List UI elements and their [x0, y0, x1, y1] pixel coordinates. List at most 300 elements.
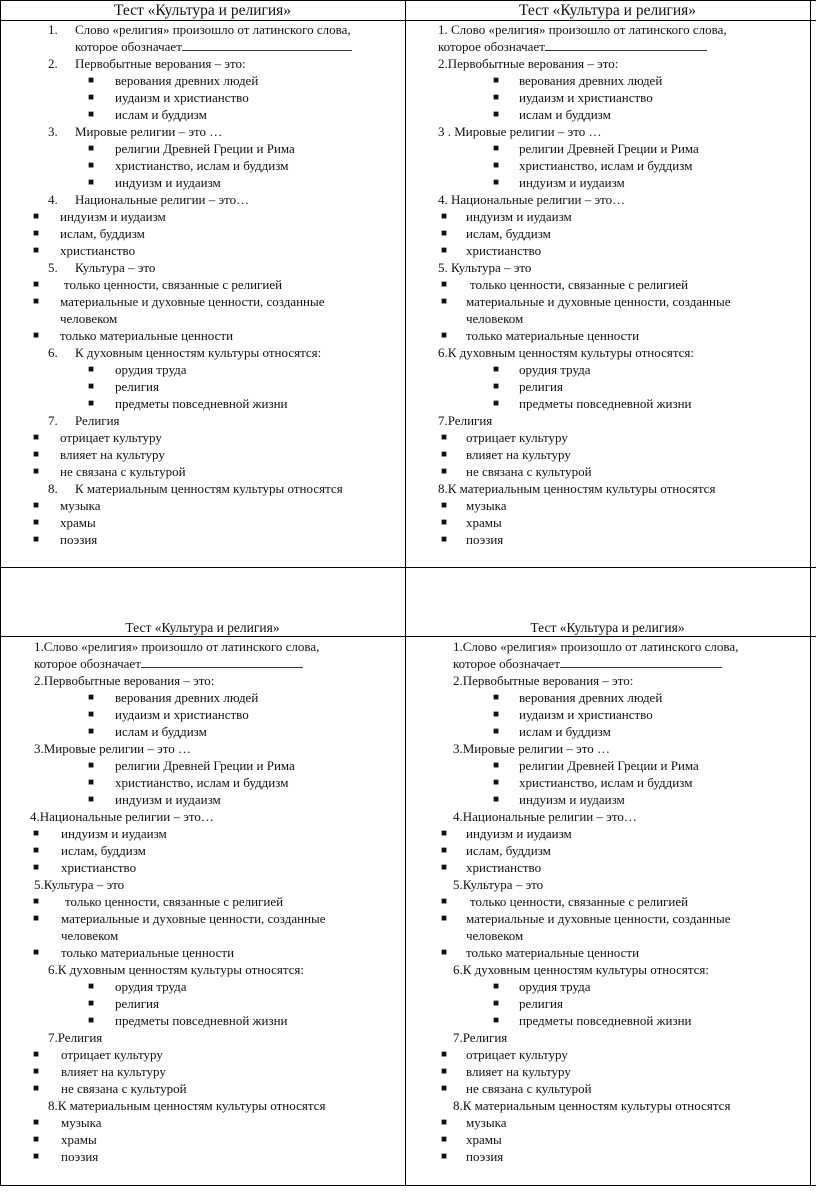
- question-line: [438, 191, 810, 208]
- bullet-icon: ■: [88, 726, 95, 737]
- question-number: 2.: [34, 673, 44, 688]
- bullet-icon: ■: [493, 998, 500, 1009]
- bullet-icon: ■: [441, 432, 448, 443]
- option-text: материальные и духовные ценности, созданные: [466, 294, 731, 309]
- option-text: человеком: [466, 928, 524, 943]
- option-text: ислам, буддизм: [60, 226, 145, 241]
- question-text: [75, 38, 352, 55]
- option-text: христианство: [466, 860, 542, 875]
- option-text: не связана с культурой: [466, 1081, 592, 1096]
- option-text: ислам и буддизм: [519, 107, 611, 122]
- quiz-block-top-right: [438, 21, 810, 548]
- bullet-icon: ■: [33, 862, 40, 873]
- question-number: 5.: [438, 260, 451, 275]
- answer-blank-field: [141, 655, 303, 668]
- question-number: 6.: [48, 345, 58, 360]
- question-number: 4.: [438, 192, 451, 207]
- question-line-continuation: [438, 655, 810, 672]
- option-text: ислам и буддизм: [115, 724, 207, 739]
- question-text: [48, 1097, 325, 1114]
- test-title-top-left: Тест «Культура и религия»: [113, 2, 292, 19]
- question-label: Первобытные верования – это:: [462, 673, 634, 688]
- option-text: индуизм и иудаизм: [466, 826, 572, 841]
- option-text: поэзия: [466, 1149, 504, 1164]
- question-number: 3 .: [438, 124, 455, 139]
- question-line: [30, 740, 402, 757]
- answer-option: [30, 1131, 402, 1148]
- bullet-icon: ■: [493, 92, 500, 103]
- answer-option: [30, 378, 402, 395]
- answer-option: [438, 1063, 810, 1080]
- option-text: иудаизм и христианство: [519, 707, 653, 722]
- bullet-icon: ■: [441, 228, 448, 239]
- question-label: Национальные религии – это…: [462, 809, 637, 824]
- option-text: христианство: [466, 243, 542, 258]
- answer-option: [438, 140, 810, 157]
- option-text: храмы: [60, 515, 96, 530]
- answer-option: [30, 944, 402, 961]
- question-line: [30, 21, 402, 38]
- bullet-icon: ■: [493, 709, 500, 720]
- option-text: ислам, буддизм: [466, 226, 551, 241]
- question-label: Религия: [462, 1030, 508, 1045]
- bullet-icon: ■: [493, 143, 500, 154]
- answer-option: [30, 208, 402, 225]
- question-text: К материальным ценностям культуры относятся: [75, 481, 343, 496]
- bullet-icon: ■: [33, 1049, 40, 1060]
- question-label: К материальным ценностям культуры относятся: [462, 1098, 731, 1113]
- bullet-icon: ■: [441, 534, 448, 545]
- question-label: К духовным ценностям культуры относятся:: [57, 962, 305, 977]
- question-label: Мировые религии – это …: [454, 124, 602, 139]
- bullet-icon: ■: [441, 517, 448, 528]
- question-label: К духовным ценностям культуры относятся:: [447, 345, 695, 360]
- option-text: предметы повседневной жизни: [115, 1013, 288, 1028]
- answer-option: [438, 791, 810, 808]
- question-text: Культура – это: [75, 260, 156, 275]
- option-text: не связана с культурой: [61, 1081, 187, 1096]
- option-text: верования древних людей: [115, 73, 259, 88]
- answer-blank-field: [182, 38, 352, 51]
- question-text: [453, 1029, 507, 1046]
- answer-option: [30, 859, 402, 876]
- question-number: 5.: [48, 260, 58, 275]
- question-line: [30, 259, 402, 276]
- question-line: [30, 876, 402, 893]
- answer-option: [438, 293, 810, 310]
- answer-option: [30, 1114, 402, 1131]
- bullet-icon: ■: [493, 364, 500, 375]
- question-text: [453, 961, 709, 978]
- answer-blank-field: [560, 655, 722, 668]
- answer-option: [30, 978, 402, 995]
- option-text: орудия труда: [115, 979, 187, 994]
- question-text: [34, 672, 214, 689]
- question-line-continuation: [438, 38, 810, 55]
- option-text: религия: [115, 379, 159, 394]
- answer-option: [30, 910, 402, 927]
- question-line: [438, 1029, 810, 1046]
- question-text: [438, 412, 492, 429]
- bullet-icon: ■: [441, 330, 448, 341]
- answer-option: [438, 361, 810, 378]
- question-number: 8.: [453, 1098, 463, 1113]
- option-text: религия: [115, 996, 159, 1011]
- option-text: отрицает культуру: [61, 1047, 163, 1062]
- option-text: христианство, ислам и буддизм: [115, 775, 289, 790]
- bullet-icon: ■: [493, 794, 500, 805]
- question-line: [438, 876, 810, 893]
- question-text: [453, 672, 633, 689]
- option-text: индуизм и иудаизм: [60, 209, 166, 224]
- bullet-icon: ■: [441, 947, 448, 958]
- question-label: Первобытные верования – это:: [447, 56, 619, 71]
- question-text: [438, 480, 715, 497]
- answer-option: [438, 774, 810, 791]
- question-line: [438, 480, 810, 497]
- answer-option: [438, 429, 810, 446]
- bullet-icon: ■: [33, 828, 40, 839]
- question-label: К материальным ценностям культуры относятся: [57, 1098, 326, 1113]
- answer-option: [438, 157, 810, 174]
- bullet-icon: ■: [88, 998, 95, 1009]
- bullet-icon: ■: [33, 534, 40, 545]
- option-continuation: [438, 310, 810, 327]
- bullet-icon: ■: [441, 1066, 448, 1077]
- option-continuation: [30, 927, 402, 944]
- question-number: 2.: [48, 56, 58, 71]
- question-text: [34, 638, 319, 655]
- answer-option: [438, 1080, 810, 1097]
- question-number: 7.: [48, 1030, 58, 1045]
- option-text: отрицает культуру: [466, 430, 568, 445]
- option-text: верования древних людей: [115, 690, 259, 705]
- bullet-icon: ■: [88, 381, 95, 392]
- option-text: христианство, ислам и буддизм: [115, 158, 289, 173]
- answer-option: [30, 825, 402, 842]
- option-text: иудаизм и христианство: [519, 90, 653, 105]
- option-text: индуизм и иудаизм: [519, 792, 625, 807]
- question-line: [438, 740, 810, 757]
- answer-option: [30, 395, 402, 412]
- question-label: К материальным ценностям культуры относятся: [447, 481, 716, 496]
- answer-option: [30, 995, 402, 1012]
- question-number: 6.: [48, 962, 58, 977]
- option-text: религии Древней Греции и Рима: [519, 141, 699, 156]
- answer-option: [30, 72, 402, 89]
- answer-option: [438, 1148, 810, 1165]
- option-text: ислам, буддизм: [61, 843, 146, 858]
- bullet-icon: ■: [33, 449, 40, 460]
- bullet-icon: ■: [33, 896, 40, 907]
- answer-option: [438, 208, 810, 225]
- question-line: [438, 808, 810, 825]
- option-text: христианство, ислам и буддизм: [519, 158, 693, 173]
- option-text: религии Древней Греции и Рима: [519, 758, 699, 773]
- answer-option: [438, 1114, 810, 1131]
- option-text: влияет на культуру: [60, 447, 165, 462]
- question-line-continuation: [30, 655, 402, 672]
- question-line: [438, 961, 810, 978]
- bullet-icon: ■: [493, 75, 500, 86]
- bullet-icon: ■: [33, 296, 40, 307]
- option-text: влияет на культуру: [466, 1064, 571, 1079]
- question-line: [438, 344, 810, 361]
- bullet-icon: ■: [88, 709, 95, 720]
- option-continuation: [438, 927, 810, 944]
- bullet-icon: ■: [441, 211, 448, 222]
- option-text: только материальные ценности: [466, 945, 640, 960]
- question-text: [34, 876, 124, 893]
- question-label: Религия: [57, 1030, 103, 1045]
- question-text: [438, 344, 694, 361]
- question-line: [438, 259, 810, 276]
- answer-option: [30, 225, 402, 242]
- question-text: [34, 655, 303, 672]
- option-text: поэзия: [61, 1149, 99, 1164]
- answer-option: [30, 689, 402, 706]
- option-text: только ценности, связанные с религией: [65, 894, 284, 909]
- bullet-icon: ■: [33, 279, 40, 290]
- option-text: индуизм и иудаизм: [466, 209, 572, 224]
- answer-option: [438, 89, 810, 106]
- answer-option: [438, 463, 810, 480]
- option-text: поэзия: [60, 532, 98, 547]
- answer-option: [438, 242, 810, 259]
- answer-option: [438, 225, 810, 242]
- question-text: [48, 1029, 102, 1046]
- answer-option: [30, 514, 402, 531]
- option-text: орудия труда: [519, 979, 591, 994]
- table-border-bottom: [0, 1185, 816, 1186]
- question-text: [438, 55, 618, 72]
- quiz-block-bottom-right: [438, 638, 810, 1165]
- answer-option: [438, 689, 810, 706]
- table-border-left: [0, 0, 1, 1186]
- bullet-icon: ■: [33, 330, 40, 341]
- answer-option: [30, 757, 402, 774]
- bullet-icon: ■: [441, 828, 448, 839]
- column-divider: [405, 0, 406, 1186]
- question-label: которое обозначает: [453, 656, 560, 671]
- question-number: 5.: [453, 877, 463, 892]
- question-text: К духовным ценностям культуры относятся:: [75, 345, 322, 360]
- question-number: 3.: [34, 741, 44, 756]
- bullet-icon: ■: [441, 1117, 448, 1128]
- answer-option: [438, 72, 810, 89]
- answer-option: [30, 429, 402, 446]
- bullet-icon: ■: [88, 75, 95, 86]
- option-text: только ценности, связанные с религией: [64, 277, 283, 292]
- bullet-icon: ■: [33, 913, 40, 924]
- option-text: религия: [519, 379, 563, 394]
- bullet-icon: ■: [88, 777, 95, 788]
- question-label: Религия: [447, 413, 493, 428]
- question-line: [438, 638, 810, 655]
- bullet-icon: ■: [441, 1049, 448, 1060]
- answer-option: [438, 276, 810, 293]
- question-text: Первобытные верования – это:: [75, 56, 246, 71]
- answer-option: [438, 497, 810, 514]
- question-number: 5.: [34, 877, 44, 892]
- answer-option: [30, 497, 402, 514]
- option-text: человеком: [60, 311, 118, 326]
- option-text: влияет на культуру: [61, 1064, 166, 1079]
- question-label: Слово «религия» произошло от латинского слова,: [451, 22, 727, 37]
- question-label: Первобытные верования – это:: [43, 673, 215, 688]
- answer-option: [438, 1012, 810, 1029]
- option-text: индуизм и иудаизм: [61, 826, 167, 841]
- option-continuation: [30, 310, 402, 327]
- option-text: индуизм и иудаизм: [115, 792, 221, 807]
- option-text: музыка: [466, 498, 507, 513]
- question-line: [30, 55, 402, 72]
- quiz-block-bottom-left: [30, 638, 402, 1165]
- answer-option: [30, 842, 402, 859]
- question-line: [30, 672, 402, 689]
- question-text: [453, 808, 637, 825]
- question-label: которое обозначает: [438, 39, 545, 54]
- answer-option: [438, 1131, 810, 1148]
- option-text: отрицает культуру: [60, 430, 162, 445]
- bullet-icon: ■: [33, 517, 40, 528]
- answer-option: [438, 174, 810, 191]
- answer-option: [438, 910, 810, 927]
- answer-option: [30, 893, 402, 910]
- bullet-icon: ■: [493, 760, 500, 771]
- question-line: [30, 480, 402, 497]
- bullet-icon: ■: [441, 862, 448, 873]
- answer-option: [30, 89, 402, 106]
- question-label: Национальные религии – это…: [39, 809, 214, 824]
- header-divider-bottom: [0, 636, 816, 637]
- answer-option: [438, 825, 810, 842]
- question-line: [438, 21, 810, 38]
- question-number: 1.: [453, 639, 463, 654]
- bullet-icon: ■: [88, 109, 95, 120]
- question-line: [30, 344, 402, 361]
- question-line: [438, 55, 810, 72]
- answer-option: [438, 531, 810, 548]
- question-text: [438, 38, 707, 55]
- question-number: 1.: [34, 639, 44, 654]
- question-number: 6.: [438, 345, 448, 360]
- question-number: 4.: [48, 192, 58, 207]
- option-text: только материальные ценности: [466, 328, 640, 343]
- option-text: только ценности, связанные с религией: [470, 277, 689, 292]
- bullet-icon: ■: [493, 726, 500, 737]
- answer-option: [438, 842, 810, 859]
- option-text: христианство: [60, 243, 136, 258]
- bullet-icon: ■: [493, 777, 500, 788]
- question-label: Культура – это: [462, 877, 544, 892]
- answer-option: [30, 293, 402, 310]
- bullet-icon: ■: [441, 279, 448, 290]
- question-label: Мировые религии – это …: [43, 741, 191, 756]
- option-text: иудаизм и христианство: [115, 707, 249, 722]
- option-text: влияет на культуру: [466, 447, 571, 462]
- answer-option: [30, 157, 402, 174]
- bullet-icon: ■: [88, 160, 95, 171]
- question-text: [438, 123, 601, 140]
- question-number: 4.: [453, 809, 463, 824]
- bullet-icon: ■: [88, 760, 95, 771]
- question-number: 2.: [438, 56, 448, 71]
- question-line: [30, 123, 402, 140]
- answer-option: [438, 723, 810, 740]
- option-text: предметы повседневной жизни: [519, 1013, 692, 1028]
- question-text: Религия: [75, 413, 120, 428]
- bullet-icon: ■: [33, 1117, 40, 1128]
- answer-option: [30, 1148, 402, 1165]
- bullet-icon: ■: [441, 1134, 448, 1145]
- bullet-icon: ■: [493, 981, 500, 992]
- answer-option: [30, 276, 402, 293]
- bullet-icon: ■: [33, 500, 40, 511]
- question-text: [438, 191, 625, 208]
- answer-option: [438, 944, 810, 961]
- option-text: материальные и духовные ценности, созданные: [61, 911, 326, 926]
- bullet-icon: ■: [493, 398, 500, 409]
- question-text: [453, 1097, 730, 1114]
- bullet-icon: ■: [33, 211, 40, 222]
- option-text: музыка: [60, 498, 101, 513]
- bullet-icon: ■: [441, 896, 448, 907]
- bullet-icon: ■: [441, 500, 448, 511]
- question-text: [34, 740, 191, 757]
- option-text: ислам и буддизм: [519, 724, 611, 739]
- option-text: орудия труда: [519, 362, 591, 377]
- answer-option: [30, 242, 402, 259]
- question-number: 8.: [48, 481, 58, 496]
- question-line: [30, 638, 402, 655]
- option-text: только материальные ценности: [60, 328, 234, 343]
- option-text: музыка: [466, 1115, 507, 1130]
- option-text: поэзия: [466, 532, 504, 547]
- bullet-icon: ■: [88, 177, 95, 188]
- bullet-icon: ■: [88, 692, 95, 703]
- bullet-icon: ■: [88, 143, 95, 154]
- bullet-icon: ■: [33, 466, 40, 477]
- answer-option: [30, 723, 402, 740]
- answer-option: [30, 361, 402, 378]
- option-text: музыка: [61, 1115, 102, 1130]
- bullet-icon: ■: [493, 177, 500, 188]
- bullet-icon: ■: [493, 160, 500, 171]
- bullet-icon: ■: [441, 449, 448, 460]
- answer-option: [438, 514, 810, 531]
- answer-option: [438, 106, 810, 123]
- answer-option: [30, 106, 402, 123]
- option-text: религия: [519, 996, 563, 1011]
- test-title-bottom-right: Тест «Культура и религия»: [530, 620, 685, 635]
- bullet-icon: ■: [441, 466, 448, 477]
- question-line: [30, 191, 402, 208]
- answer-option: [438, 859, 810, 876]
- bullet-icon: ■: [88, 981, 95, 992]
- question-label: Культура – это: [43, 877, 125, 892]
- question-number: 7.: [48, 413, 58, 428]
- answer-option: [30, 774, 402, 791]
- answer-option: [30, 1080, 402, 1097]
- test-title-bottom-left: Тест «Культура и религия»: [125, 620, 280, 635]
- answer-option: [30, 140, 402, 157]
- question-number: 4.: [30, 809, 40, 824]
- answer-option: [438, 706, 810, 723]
- bullet-icon: ■: [441, 296, 448, 307]
- bullet-icon: ■: [88, 794, 95, 805]
- question-label: К духовным ценностям культуры относятся:: [462, 962, 710, 977]
